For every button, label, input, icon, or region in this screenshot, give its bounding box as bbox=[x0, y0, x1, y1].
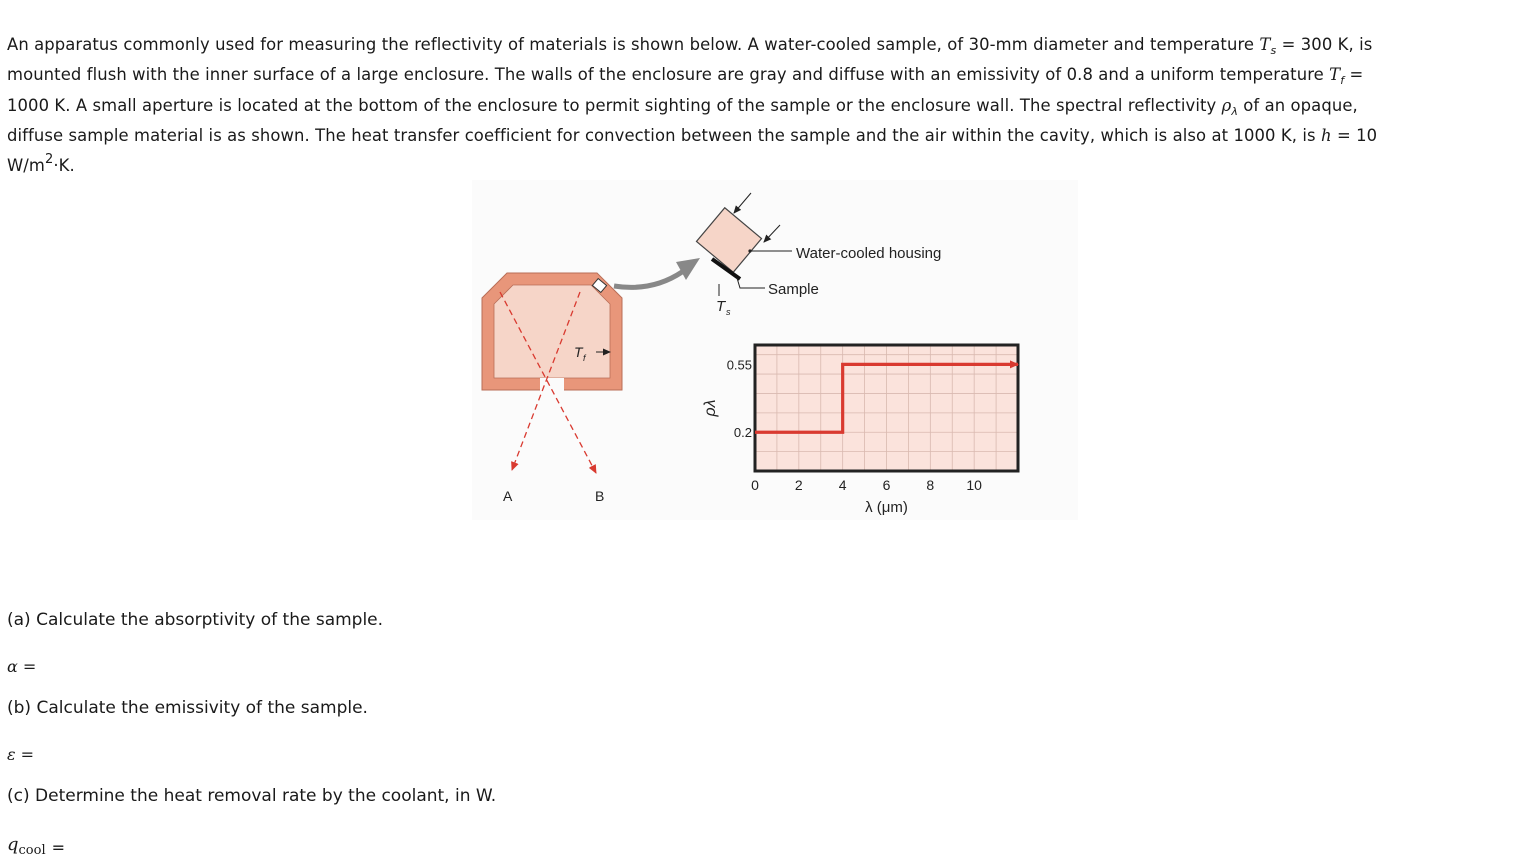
y-tick-label: 0.2 bbox=[733, 425, 752, 441]
svg-text:f: f bbox=[583, 353, 586, 363]
answer-row-epsilon bbox=[7, 744, 304, 766]
x-tick-label: 4 bbox=[838, 477, 847, 493]
qcool-input[interactable] bbox=[71, 838, 335, 858]
ts-label-sub: s bbox=[726, 307, 731, 317]
y-tick-label: 0.55 bbox=[726, 357, 752, 373]
problem-line-1: An apparatus commonly used for measuring the reflectivity of materials is shown below. A water-cooled sample, of 30-mm diameter and temperature $T_s = 300$ K, is bbox=[7, 35, 1373, 57]
zoom-arrow bbox=[614, 258, 700, 287]
reflectivity-chart bbox=[702, 345, 1018, 516]
label-b: B bbox=[595, 488, 605, 504]
x-tick-label: 10 bbox=[966, 477, 982, 493]
water-cooled-housing bbox=[696, 193, 941, 317]
question-c: (c) Determine the heat removal rate by the coolant, in W. bbox=[7, 786, 497, 806]
question-b: (b) Calculate the emissivity of the sample. bbox=[7, 698, 368, 718]
problem-line-2: mounted flush with the inner surface of a large enclosure. The walls of the enclosure are gray and diffuse with an emissivity of 0.8 and a uniform temperature $T_f$ = bbox=[7, 65, 1364, 88]
ts-label: T bbox=[716, 298, 726, 315]
x-axis-label: λ (μm) bbox=[865, 499, 908, 516]
epsilon-input[interactable] bbox=[40, 745, 304, 765]
sample-label: Sample bbox=[768, 281, 819, 298]
alpha-label: α = bbox=[7, 657, 37, 676]
x-tick-label: 8 bbox=[926, 477, 935, 493]
problem-line-4: diffuse sample material is as shown. The heat transfer coefficient for convection between the sample and the air within the cavity, which is also at 1000 K, is h = 10 bbox=[7, 125, 1378, 145]
question-a: (a) Calculate the absorptivity of the sample. bbox=[7, 610, 384, 630]
enclosure bbox=[482, 273, 622, 391]
housing-label: Water-cooled housing bbox=[796, 245, 942, 262]
alpha-input[interactable] bbox=[42, 657, 306, 677]
problem-line-3: 1000 K. A small aperture is located at the bottom of the enclosure to permit sighting of the sample or the enclosure wall. The spectral reflectivity $\rho_\lambda$ of an opaque, bbox=[7, 95, 1358, 118]
x-tick-label: 6 bbox=[882, 477, 891, 493]
y-axis-label: ρλ bbox=[702, 399, 719, 417]
svg-text:T: T bbox=[574, 344, 583, 360]
x-tick-label: 2 bbox=[794, 477, 803, 493]
epsilon-label: ε = bbox=[7, 745, 35, 764]
answer-row-alpha bbox=[7, 656, 306, 678]
answer-row-qcool bbox=[7, 834, 335, 862]
apparatus-figure bbox=[472, 180, 1078, 520]
label-a: A bbox=[503, 488, 513, 504]
problem-line-5: $W/m^2\cdot K$. bbox=[7, 152, 75, 176]
x-tick-label: 0 bbox=[751, 477, 759, 493]
qcool-equals: = bbox=[51, 838, 66, 857]
qcool-label: $q_{cool}$ bbox=[7, 834, 46, 858]
problem-statement bbox=[7, 33, 1522, 178]
